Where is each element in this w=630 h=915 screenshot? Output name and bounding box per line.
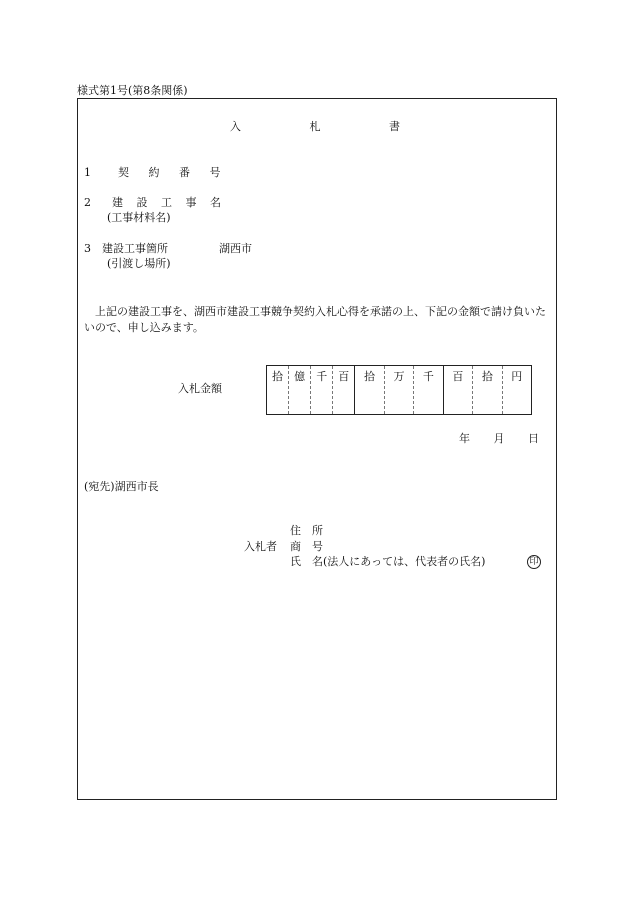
digit-cell: 円 — [511, 370, 523, 383]
digit-cell: 万 — [385, 366, 414, 414]
contract-number-label: 1 契 約 番 号 — [84, 166, 229, 179]
bidder-address-label: 住 所 — [290, 524, 323, 537]
digit-cell: 億 — [289, 366, 311, 414]
work-name-label: 2 建 設 工 事 名 — [84, 196, 226, 209]
document-title — [230, 120, 400, 134]
work-place-value: 湖西市 — [219, 242, 252, 255]
date-line — [459, 432, 539, 446]
digit-cell: 千 — [311, 366, 333, 414]
digit-cell: 拾 — [355, 366, 384, 414]
title-char: 札 — [309, 120, 321, 133]
work-place-sublabel: (引渡し場所) — [107, 257, 171, 270]
date-year: 年 — [459, 432, 470, 445]
digit-cell: 百 — [444, 366, 473, 414]
work-name-sublabel: (工事材料名) — [107, 211, 171, 224]
bidder-name-label: 氏 名(法人にあっては、代表者の氏名) — [290, 555, 486, 568]
digit-group-man — [355, 366, 443, 414]
title-char: 入 — [230, 120, 241, 133]
digit-group-oku — [267, 366, 355, 414]
title-char: 書 — [389, 120, 400, 133]
digit-cell: 百 — [338, 370, 350, 383]
digit-cell: 千 — [422, 370, 434, 383]
bid-amount-label: 入札金額 — [178, 382, 222, 395]
bidder-trade-name-label: 商 号 — [290, 540, 323, 553]
date-day: 日 — [528, 432, 539, 445]
seal-mark: 印 — [527, 555, 541, 569]
bidder-label: 入札者 — [244, 540, 277, 553]
digit-group-yen — [444, 366, 531, 414]
bid-amount-grid — [266, 365, 532, 415]
declaration-paragraph: 上記の建設工事を、湖西市建設工事競争契約入札心得を承諾の上、下記の金額で請け負いたいので、申し込みます。 — [84, 305, 546, 334]
work-place-label: 3 建設工事箇所 — [84, 242, 168, 255]
date-month: 月 — [493, 432, 505, 445]
addressee: (宛先)湖西市長 — [84, 480, 159, 493]
form-number-label: 様式第1号(第8条関係) — [77, 84, 188, 97]
digit-cell: 拾 — [473, 366, 502, 414]
digit-cell: 拾 — [267, 366, 289, 414]
